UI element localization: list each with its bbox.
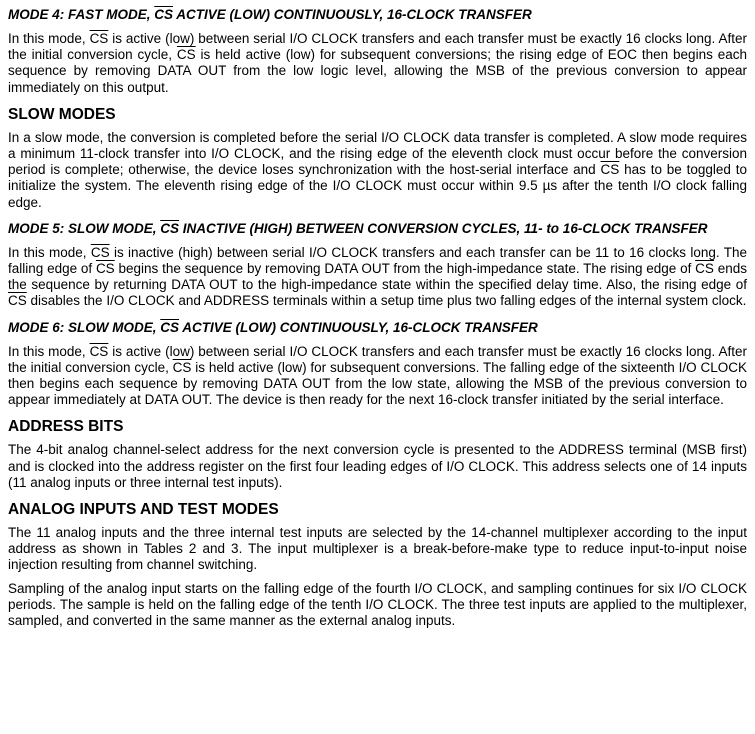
cs-overbar: $\overline{CS}$ <box>89 31 109 46</box>
analog-inputs-heading: ANALOG INPUTS AND TEST MODES <box>8 501 279 519</box>
mode6-paragraph: In this mode, $\overline{CS}$ is active (low) between serial I/O CLOCK transfers and each transfer must be exactly 16 clocks long. After the initial conversion cycle, $\overline{CS}$ is held active (low) for subsequent conversions. The falling edge of the sixteenth I/O CLOCK then begins each sequence by removing DATA OUT from the low state, allowing the MSB of the previous conversion to appear immediately at DATA OUT. The device is then ready for the next 16-clock transfer initiated by the serial interface. <box>8 343 747 408</box>
slow-modes-paragraph: In a slow mode, the conversion is completed before the serial I/O CLOCK data transfer is completed. A slow mode requires a minimum 11-clock transfer into I/O CLOCK, and the rising edge of the eleventh clock must occur before the conversion period is complete; otherwise, the device loses synchronization with the host-serial interface and $\overline{CS}$ has to be toggled to initialize the system. The eleventh rising edge of the I/O CLOCK must occur within 9.5 µs after the tenth I/O clock falling edge. <box>8 129 747 210</box>
cs-overbar: $\overline{CS}$ <box>154 7 174 22</box>
cs-overbar: $\overline{CS}$ <box>176 47 196 63</box>
cs-overbar: $\overline{CS}$ <box>160 319 180 335</box>
analog-inputs-paragraph-2: Sampling of the analog input starts on the falling edge of the fourth I/O CLOCK, and sampling continues for six I/O CLOCK periods. The sample is held on the falling edge of the tenth I/O CLOCK. The three test inputs are applied to the multiplexer, sampled, and converted in the same manner as the external analog inputs. <box>8 580 747 629</box>
cs-overbar: $\overline{CS}$ <box>8 293 27 309</box>
cs-overbar: $\overline{CS}$ <box>89 343 109 359</box>
analog-inputs-paragraph-1: The 11 analog inputs and the three internal test inputs are selected by the 14-channel multiplexer according to the input address as shown in Tables 2 and 3. The input multiplexer is a break-before-make type to reduce input-to-input noise injection resulting from channel switching. <box>8 525 747 573</box>
slow-modes-heading: SLOW MODES <box>8 105 116 123</box>
address-bits-paragraph: The 4-bit analog channel-select address for the next conversion cycle is presented to the ADDRESS terminal (MSB first) and is clocked into the address register on the first four leading edges of I/O CLOCK. This address selects one of 14 inputs (11 analog inputs or three internal test inputs). <box>8 442 747 490</box>
cs-overbar: $\overline{CS}$ <box>600 162 620 178</box>
mode5-paragraph: In this mode, $\overline{CS}$ is inactive (high) between serial I/O CLOCK transfers and each transfer can be 11 to 16 clocks long. The falling edge of $\overline{CS}$ begins the sequence by removing DATA OUT from the high-impedance state. The rising edge of $\overline{CS}$ ends the sequence by returning DATA OUT to the high-impedance state within the specified delay time. Also, the rising edge of $\overline{CS}$ disables the I/O CLOCK and ADDRESS terminals within a setup time plus two falling edges of the internal system clock. <box>8 244 747 309</box>
mode4-paragraph: In this mode, $\overline{CS}$ is active (low) between serial I/O CLOCK transfers and each transfer must be exactly 16 clocks long. After the initial conversion cycle, $\overline{CS}$ is held active (low) for subsequent conversions; the rising edge of EOC then begins each sequence by removing DATA OUT from the low logic level, allowing the MSB of the previous conversion to appear immediately on this output. <box>8 31 747 95</box>
cs-overbar: $\overline{CS}$ <box>90 244 110 260</box>
mode5-heading: MODE 5: SLOW MODE, $\overline{CS}$ INACTIVE (HIGH) BETWEEN CONVERSION CYCLES, 11- to 16-CLOCK TRANSFER <box>8 220 708 236</box>
mode6-heading: MODE 6: SLOW MODE, $\overline{CS}$ ACTIVE (LOW) CONTINUOUSLY, 16-CLOCK TRANSFER <box>8 319 538 335</box>
cs-overbar: $\overline{CS}$ <box>160 220 180 236</box>
mode4-heading: MODE 4: FAST MODE, $\overline{CS}$ ACTIVE (LOW) CONTINUOUSLY, 16-CLOCK TRANSFER <box>8 7 532 22</box>
cs-overbar: $\overline{CS}$ <box>172 359 192 375</box>
cs-overbar: $\overline{CS}$ <box>695 261 714 277</box>
cs-overbar: $\overline{CS}$ <box>95 261 115 277</box>
address-bits-heading: ADDRESS BITS <box>8 418 124 436</box>
